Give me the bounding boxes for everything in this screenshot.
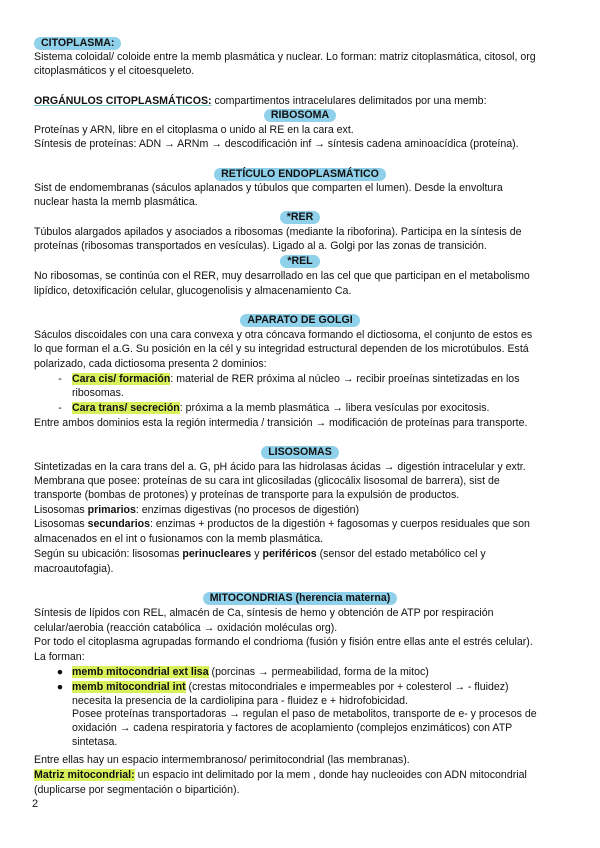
golgi-text-3: polarizado, cada dictiosoma presenta 2 dominios: — [34, 358, 267, 370]
golgi-bullet-cis — [58, 373, 562, 400]
mitocondrias-text-4: La forman: — [34, 651, 85, 663]
organulos-heading: ORGÁNULOS CITOPLASMÁTICOS: — [34, 95, 212, 107]
ubicacion-post: (sensor del estado metabólico cel y — [316, 548, 486, 560]
secundarios-post: : enzimas + productos de la digestión + fagosomas y cuerpos residuales que son — [150, 518, 530, 530]
lisosomas-text-1: Sintetizadas en la cara trans del a. G, pH ácido para las hidrolasas ácidas → digestión intracelular y extr. — [34, 461, 526, 473]
citoplasma-text-2: citoplasmáticos y el citoesqueleto. — [34, 65, 195, 77]
organulos-line — [34, 95, 570, 109]
secundarios-term: secundarios — [87, 518, 151, 530]
mito-bullet-int — [56, 681, 562, 750]
memb-int-text-4: oxidación → cadena respiratoria y factores de acoplamiento (complejos enzimáticos) con ATP — [72, 722, 513, 735]
memb-int-text-2: necesita la presencia de la cardiolipina para - fluidez e + hidrofobicidad. — [72, 694, 408, 707]
perinucleares-term: perinucleares — [182, 548, 252, 560]
lisosomas-secundarios-2: almacenados en el int o fusionamos con la memb plasmática. — [34, 533, 324, 545]
primarios-term: primarios — [87, 504, 136, 516]
memb-int-text-3: Posee proteínas transportadoras → regulan el paso de metabolitos, transporte de e- y procesos de — [72, 708, 537, 721]
rel-text-1: No ribosomas, se continúa con el RER, muy desarrollado en las cel que que participan en el metabolismo — [34, 270, 530, 282]
trans-text: : próxima a la memb plasmática → libera vesículas por exocitosis. — [179, 402, 490, 414]
citoplasma-text-1: Sistema coloidal/ coloide entre la memb plasmática y nuclear. Lo forman: matriz citoplasmática, citosol, org — [34, 51, 536, 63]
organulos-intro: compartimentos intracelulares delimitados por una memb: — [211, 95, 487, 107]
dash-marker: - — [58, 373, 62, 385]
rel-heading-line — [0, 255, 600, 269]
cis-text: : material de RER próxima al núcleo → recibir proeínas sintetizadas en los — [170, 373, 520, 385]
memb-int-text-5: sintetasa. — [72, 735, 118, 748]
memb-int-label: memb mitocondrial int — [72, 681, 186, 693]
mitocondrias-text-1: Síntesis de lípidos con REL, almacén de Ca, síntesis de hemo y obtención de ATP por respiración — [34, 607, 494, 619]
secundarios-pre: Lisosomas — [34, 518, 88, 530]
mito-bullet-ext — [56, 666, 562, 680]
mitocondrias-heading: MITOCONDRIAS (herencia materna) — [203, 592, 398, 605]
mitocondrias-text-5: Entre ellas hay un espacio intermembranoso/ perimitocondrial (las membranas). — [34, 754, 410, 766]
memb-ext-label: memb mitocondrial ext lisa — [72, 666, 209, 678]
cis-label: Cara cis/ formación — [72, 373, 171, 385]
dash-marker: - — [58, 402, 62, 414]
trans-label: Cara trans/ secreción — [72, 402, 180, 414]
ribosoma-text-2: Síntesis de proteínas: ADN → ARNm → descodificación inf → síntesis cadena aminoacídica (proteína). — [34, 138, 519, 150]
golgi-text-1: Sáculos discoidales con una cara convexa y otra cóncava formando el dictiosoma, el conjunto de estos es — [34, 329, 533, 341]
lisosomas-ubicacion — [34, 548, 570, 562]
lisosomas-primarios — [34, 504, 570, 518]
memb-int-text-1: (crestas mitocondriales e impermeables por + colesterol → - fluidez) — [185, 681, 509, 693]
rel-heading: *REL — [280, 255, 319, 268]
matriz-line-1 — [34, 769, 570, 783]
golgi-text-2: lo que forman el a.G. Su posición en la cél y su integridad estructural dependen de los microtúbulos. Está — [34, 343, 529, 355]
rel-text-2: lipídico, detoxificación celular, glucogenolisis y almacenamiento Ca. — [34, 285, 352, 297]
rer-heading-line — [0, 211, 600, 225]
citoplasma-heading: CITOPLASMA: — [34, 37, 121, 50]
bullet-dot-icon: ● — [56, 681, 64, 693]
perifericos-term: periféricos — [262, 548, 317, 560]
ubicacion-pre: Según su ubicación: lisosomas — [34, 548, 183, 560]
mitocondrias-text-2: celular/aerobia (reacción catabólica → oxidación moléculas org). — [34, 622, 338, 634]
golgi-bullet-trans — [58, 402, 562, 416]
primarios-pre: Lisosomas — [34, 504, 88, 516]
page-number: 2 — [32, 798, 39, 810]
lisosomas-ubicacion-2: macroautofagia). — [34, 563, 114, 575]
cis-text-cont: ribosomas. — [72, 386, 124, 399]
primarios-post: : enzimas digestivas (no procesos de digestión) — [135, 504, 360, 516]
citoplasma-heading-line — [34, 37, 570, 51]
golgi-heading: APARATO DE GOLGI — [240, 314, 359, 327]
ubicacion-mid: y — [251, 548, 263, 560]
mitocondrias-text-3: Por todo el citoplasma agrupadas formando el condrioma (fusión y fisión entre ellas ante el estrés celular). — [34, 636, 533, 648]
lisosomas-heading-line — [0, 446, 600, 460]
reticulo-heading-line — [0, 168, 600, 182]
golgi-heading-line — [0, 314, 600, 328]
matriz-label: Matriz mitocondrial: — [34, 769, 135, 781]
lisosomas-text-2: Membrana que posee: proteínas de su cara int glicosiladas (glicocálix lisosomal de barrera), sist de — [34, 475, 500, 487]
memb-ext-text: (porcinas → permeabilidad, forma de la mitoc) — [208, 666, 429, 678]
rer-heading: *RER — [280, 211, 321, 224]
golgi-text-4: Entre ambos dominios esta la región intermedia / transición → modificación de proteínas para transporte. — [34, 417, 528, 429]
reticulo-text-2: nuclear hasta la memb plasmática. — [34, 196, 198, 208]
rer-text-2: proteínas (ribosomas transportados en vesículas). Ligado al a. Golgi por las zonas de transición. — [34, 240, 487, 252]
lisosomas-text-3: transporte (bombas de protones) y proteínas de transporte para la expulsión de productos. — [34, 489, 460, 501]
matriz-line-2: (duplicarse por segmentación o bipartición). — [34, 784, 240, 796]
ribosoma-heading-line — [0, 109, 600, 123]
reticulo-text-1: Sist de endomembranas (sáculos aplanados y túbulos que comparten el lumen). Desde la envoltura — [34, 182, 503, 194]
mitocondrias-heading-line — [0, 592, 600, 606]
matriz-text-1: un espacio int delimitado por la mem , donde hay nucleoides con ADN mitocondrial — [134, 769, 527, 781]
ribosoma-heading: RIBOSOMA — [264, 109, 336, 122]
rer-text-1: Túbulos alargados apilados y asociados a ribosomas (mediante la riboforina). Participa en la síntesis de — [34, 226, 522, 238]
ribosoma-text-1: Proteínas y ARN, libre en el citoplasma o unido al RE en la cara ext. — [34, 124, 354, 136]
lisosomas-secundarios — [34, 518, 570, 532]
reticulo-heading: RETÍCULO ENDOPLASMÁTICO — [214, 168, 386, 181]
bullet-dot-icon: ● — [56, 666, 64, 678]
lisosomas-heading: LISOSOMAS — [261, 446, 339, 459]
